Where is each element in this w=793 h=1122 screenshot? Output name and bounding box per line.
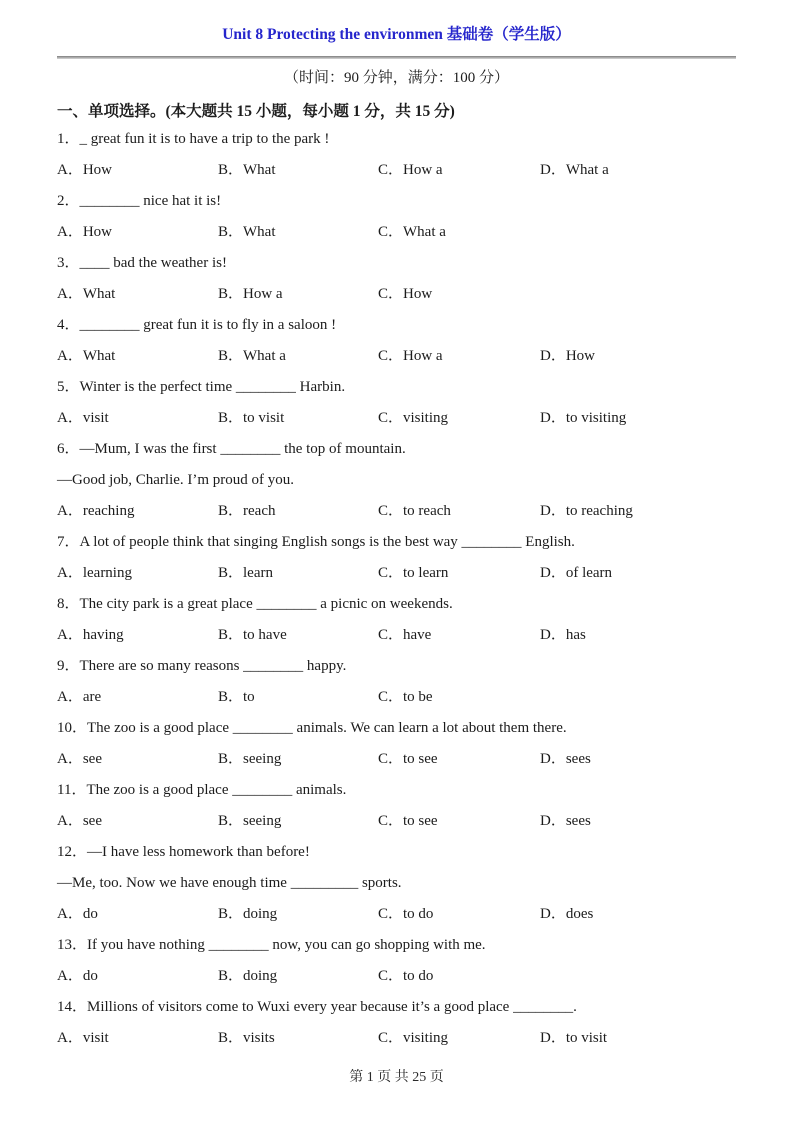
option-B: B．learn	[218, 565, 273, 581]
question-text: 13．If you have nothing ________ now, you can go shopping with me.	[57, 937, 486, 953]
option-A: A．What	[57, 348, 116, 364]
option-D: D．sees	[540, 813, 591, 829]
options-row	[57, 558, 736, 589]
options-row	[57, 620, 736, 651]
options-row	[57, 155, 736, 186]
options-row	[57, 899, 736, 930]
option-B: B．to have	[218, 627, 287, 643]
options-row	[57, 1023, 736, 1054]
option-A: A．reaching	[57, 503, 135, 519]
exam-time-score-info: （时间：90 分钟，满分：100 分）	[283, 70, 509, 86]
options-row	[57, 279, 736, 310]
option-B: B．seeing	[218, 751, 282, 767]
option-B: B．What a	[218, 348, 286, 364]
option-B: B．reach	[218, 503, 276, 519]
option-C: C．to learn	[378, 565, 449, 581]
option-A: A．see	[57, 813, 102, 829]
option-A: A．having	[57, 627, 124, 643]
option-D: D．to reaching	[540, 503, 633, 519]
option-C: C．visiting	[378, 1030, 449, 1046]
option-D: D．sees	[540, 751, 591, 767]
question-list	[57, 124, 736, 1054]
question-text-continued: —Good job, Charlie. I’m proud of you.	[57, 472, 295, 488]
option-C: C．How a	[378, 348, 443, 364]
option-C: C．What a	[378, 224, 446, 240]
question-text: 10．The zoo is a good place ________ animals. We can learn a lot about them there.	[57, 720, 567, 736]
option-C: C．How	[378, 286, 433, 302]
option-B: B．How a	[218, 286, 283, 302]
question-text: 8．The city park is a great place ________ a picnic on weekends.	[57, 596, 453, 612]
option-A: A．do	[57, 906, 98, 922]
question-text: 4．________ great fun it is to fly in a saloon !	[57, 317, 337, 333]
option-D: D．How	[540, 348, 595, 364]
option-D: D．to visit	[540, 1030, 608, 1046]
option-A: A．How	[57, 162, 112, 178]
option-A: A．do	[57, 968, 98, 984]
option-A: A．learning	[57, 565, 132, 581]
option-C: C．have	[378, 627, 432, 643]
question-text-continued: —Me, too. Now we have enough time _________ sports.	[57, 875, 402, 891]
options-row	[57, 682, 736, 713]
option-B: B．to visit	[218, 410, 285, 426]
option-C: C．to see	[378, 751, 438, 767]
options-row	[57, 217, 736, 248]
option-D: D．What a	[540, 162, 609, 178]
options-row	[57, 961, 736, 992]
options-row	[57, 806, 736, 837]
option-A: A．see	[57, 751, 102, 767]
question-text: 3．____ bad the weather is!	[57, 255, 227, 271]
option-A: A．are	[57, 689, 102, 705]
option-C: C．to do	[378, 968, 434, 984]
option-A: A．visit	[57, 410, 109, 426]
question-text: 5．Winter is the perfect time ________ Harbin.	[57, 379, 346, 395]
option-A: A．What	[57, 286, 116, 302]
question-text: 7．A lot of people think that singing English songs is the best way ________ English.	[57, 534, 575, 550]
option-B: B．doing	[218, 906, 278, 922]
option-D: D．of learn	[540, 565, 613, 581]
option-B: B．seeing	[218, 813, 282, 829]
options-row	[57, 403, 736, 434]
option-D: D．has	[540, 627, 586, 643]
options-row	[57, 744, 736, 775]
option-C: C．to see	[378, 813, 438, 829]
option-C: C．to do	[378, 906, 434, 922]
option-B: B．visits	[218, 1030, 275, 1046]
question-text: 12．—I have less homework than before!	[57, 844, 310, 860]
option-C: C．to reach	[378, 503, 451, 519]
header-divider	[57, 56, 736, 59]
option-C: C．visiting	[378, 410, 449, 426]
section-one-heading: 一、单项选择。(本大题共 15 小题，每小题 1 分，共 15 分)	[57, 103, 455, 120]
options-row	[57, 496, 736, 527]
option-B: B．What	[218, 224, 276, 240]
page-title: Unit 8 Protecting the environmen 基础卷（学生版）	[222, 26, 571, 43]
option-B: B．doing	[218, 968, 278, 984]
question-text: 9．There are so many reasons ________ happy.	[57, 658, 347, 674]
option-C: C．to be	[378, 689, 433, 705]
option-C: C．How a	[378, 162, 443, 178]
options-row	[57, 341, 736, 372]
option-B: B．What	[218, 162, 276, 178]
option-A: A．visit	[57, 1030, 109, 1046]
option-D: D．does	[540, 906, 594, 922]
question-text: 11．The zoo is a good place ________ animals.	[57, 782, 347, 798]
option-B: B．to	[218, 689, 255, 705]
option-A: A．How	[57, 224, 112, 240]
question-text: 2．________ nice hat it is!	[57, 193, 222, 209]
page-number: 第 1 页 共 25 页	[349, 1070, 444, 1085]
option-D: D．to visiting	[540, 410, 627, 426]
question-text: 1．_ great fun it is to have a trip to the park !	[57, 131, 330, 147]
question-text: 6．—Mum, I was the first ________ the top of mountain.	[57, 441, 406, 457]
question-text: 14．Millions of visitors come to Wuxi every year because it’s a good place ________.	[57, 999, 577, 1015]
